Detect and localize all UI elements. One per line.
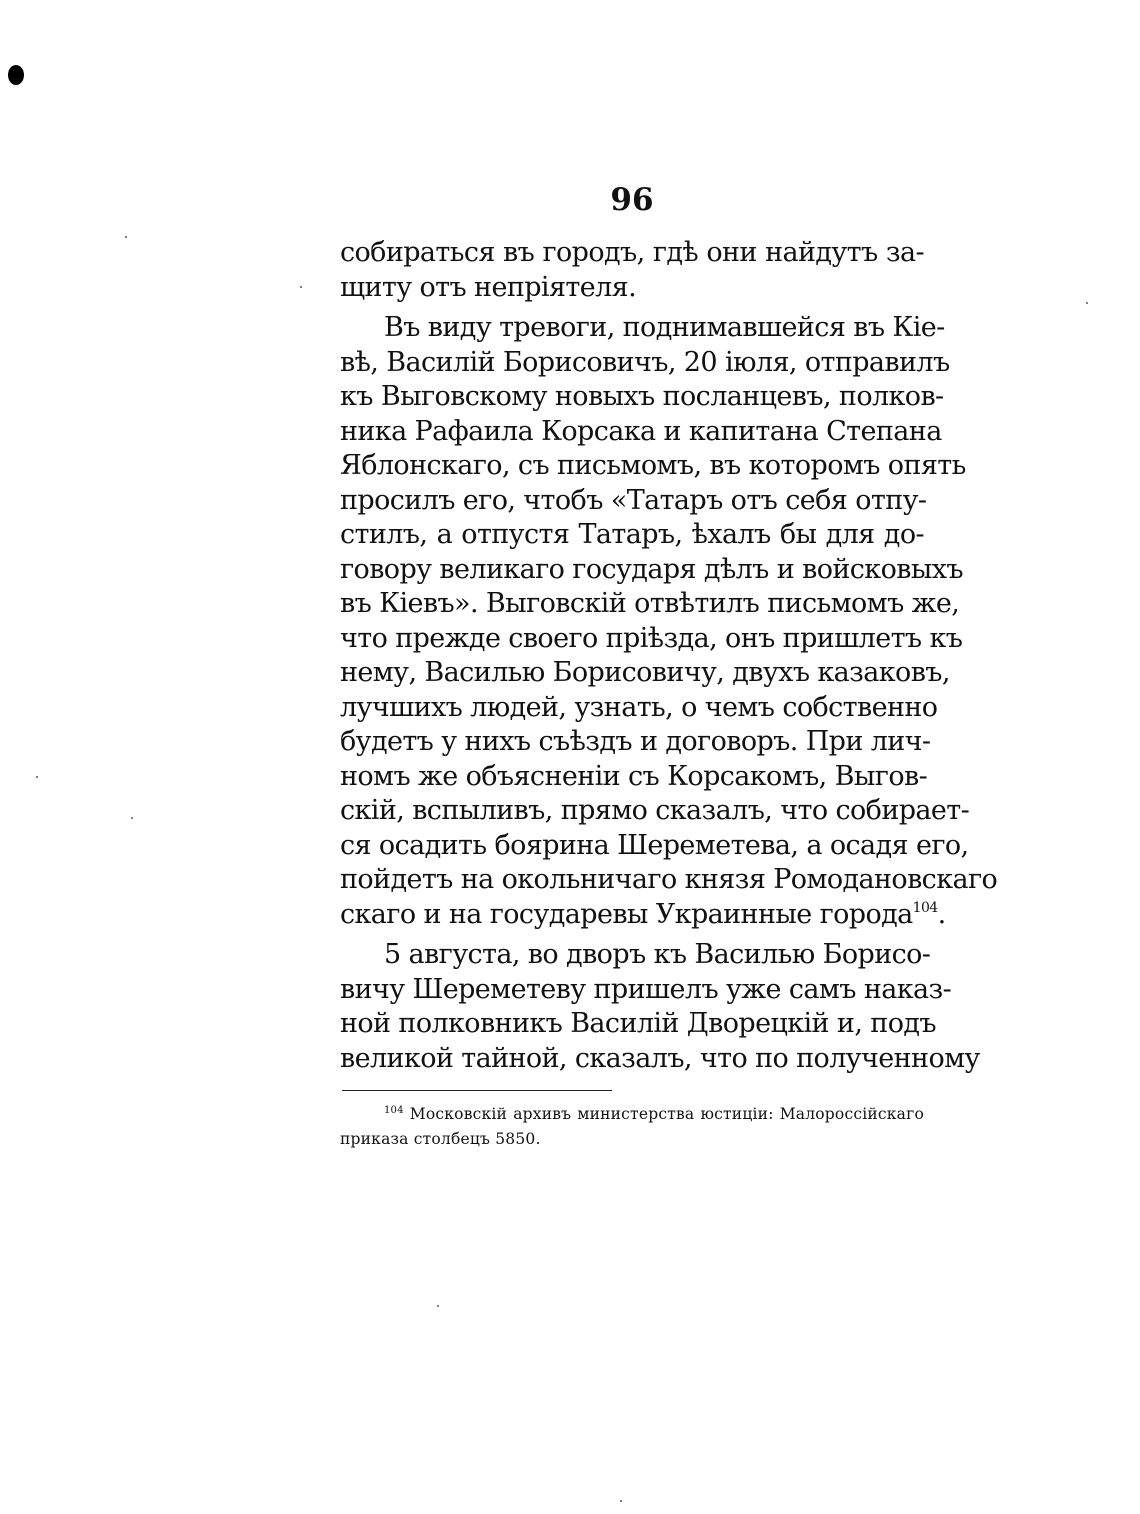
- body-line: номъ же объясненіи съ Корсакомъ, Выгов-: [340, 760, 928, 792]
- body-line: пойдетъ на окольничаго князя Ромодановскаго: [340, 864, 998, 895]
- body-line-with-footnote-ref: скаго и на государевы Украинные города$^{104}$.: [340, 898, 946, 930]
- paper-speck: [300, 286, 302, 288]
- body-line: говору великаго государя дѣлъ и войсковыхъ: [340, 553, 963, 585]
- body-line: вичу Шереметеву пришелъ уже самъ наказ-: [340, 973, 952, 1005]
- body-line-text: скаго и на государевы Украинные города: [340, 898, 913, 930]
- body-line: что прежде своего пріѣзда, онъ пришлетъ къ: [340, 622, 963, 654]
- footnote-marker: 104: [384, 1105, 404, 1116]
- body-line: будетъ у нихъ съѣздъ и договоръ. При лич-: [340, 726, 931, 757]
- body-text: [340, 236, 998, 1076]
- body-line: стилъ, а отпустя Татаръ, ѣхалъ бы для до-: [340, 519, 924, 550]
- footnote-text: Московскій архивъ министерства юстиціи: Малороссійскаго: [409, 1105, 924, 1123]
- paper-speck: [620, 1500, 622, 1502]
- body-line: лучшихъ людей, узнать, о чемъ собственно: [340, 691, 938, 723]
- page-number: 96: [610, 182, 654, 218]
- body-line: ной полковникъ Василій Дворецкій и, подъ: [340, 1008, 936, 1039]
- body-line: вѣ, Василій Борисовичъ, 20 іюля, отправилъ: [340, 346, 950, 378]
- body-line: Яблонскаго, съ письмомъ, въ которомъ опять: [340, 450, 966, 481]
- body-line: въ Кіевъ». Выговскій отвѣтилъ письмомъ же,: [340, 588, 960, 619]
- body-line: собираться въ городъ, гдѣ они найдутъ за-: [340, 237, 924, 268]
- body-line: скій, вспыливъ, прямо сказалъ, что собирает-: [340, 795, 970, 826]
- body-line: нему, Василью Борисовичу, двухъ казаковъ,: [340, 657, 950, 688]
- body-line: Въ виду тревоги, поднимавшейся въ Кіе-: [384, 312, 945, 343]
- footnote-divider: [342, 1090, 612, 1091]
- body-line: щиту отъ непріятеля.: [340, 271, 637, 303]
- body-line: просилъ его, чтобъ «Татаръ отъ себя отпу-: [340, 484, 927, 516]
- footnote-line: приказа столбецъ 5850.: [340, 1130, 541, 1148]
- ink-blot: [8, 65, 24, 85]
- body-line: 5 августа, во дворъ къ Василью Борисо-: [384, 939, 931, 970]
- paper-speck: [36, 776, 38, 778]
- body-line: къ Выговскому новыхъ посланцевъ, полков-: [340, 381, 944, 412]
- body-line: великой тайной, сказалъ, что по полученному: [340, 1042, 980, 1074]
- body-line: ся осадить боярина Шереметева, а осадя его,: [340, 829, 969, 861]
- body-line: ника Рафаила Корсака и капитана Степана: [340, 415, 942, 447]
- footnote-reference: 104: [912, 899, 938, 916]
- paper-speck: [131, 817, 133, 819]
- paper-speck: [125, 236, 127, 238]
- paper-speck: [437, 1305, 439, 1307]
- paper-speck: [1086, 302, 1088, 304]
- footnote: [340, 1102, 924, 1152]
- footnote-line: [340, 1102, 924, 1127]
